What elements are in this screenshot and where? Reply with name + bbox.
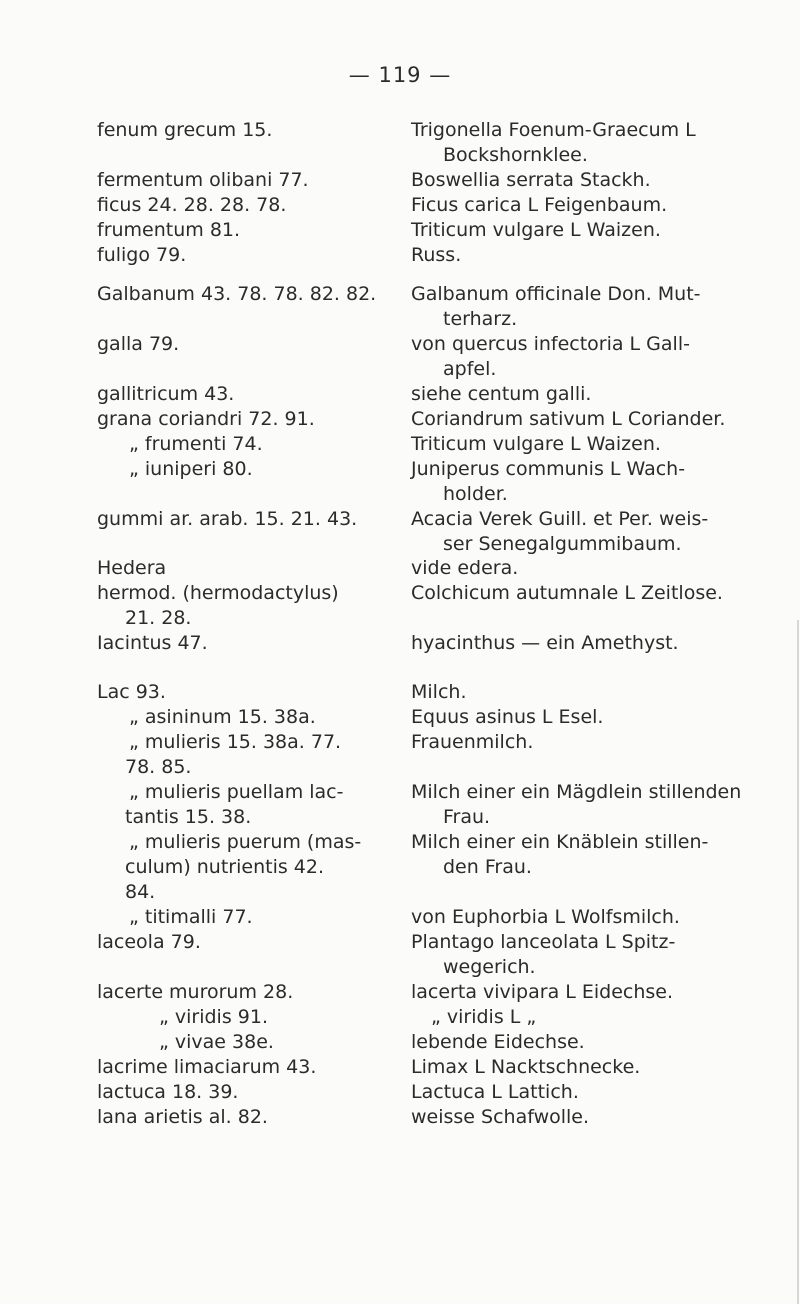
german-gloss-line: Juniperus communis L Wach- [411,458,686,480]
page-number: — 119 — [348,63,452,87]
page-edge-shadow [797,620,799,1304]
german-gloss-line: Frau. [443,806,491,829]
german-gloss [411,980,673,1005]
latin-term [97,282,376,307]
latin-term-line: „ mulieris 15. 38a. 77. [129,731,342,753]
latin-term-line: „ viridis 91. [159,1006,268,1028]
latin-term [97,1080,238,1105]
latin-term-line: „ vivae 38e. [159,1031,274,1053]
german-gloss [411,556,518,581]
german-gloss [411,930,675,980]
latin-term-line: Hedera [97,557,167,579]
latin-term [97,680,166,705]
latin-term-line: 21. 28. [125,607,192,630]
latin-term [97,780,343,830]
latin-term-line: Iacintus 47. [97,632,208,654]
german-gloss [411,905,680,930]
german-gloss-line: Galbanum officinale Don. Mut- [411,283,701,305]
german-gloss-line: siehe centum galli. [411,383,592,405]
latin-term [97,1105,268,1130]
german-gloss [411,581,723,606]
latin-term [97,332,179,357]
latin-term-line: tantis 15. 38. [125,806,252,829]
latin-term [97,432,263,457]
german-gloss-line: von quercus infectoria L Gall- [411,333,690,355]
german-gloss [411,730,533,755]
german-gloss [411,457,685,507]
latin-term [97,631,208,656]
german-gloss-line: Milch. [411,681,467,703]
latin-term [97,730,341,780]
latin-term [97,118,272,143]
german-gloss-line: Ficus carica L Feigenbaum. [411,194,668,216]
latin-term [97,243,186,268]
german-gloss-line: Boswellia serrata Stackh. [411,169,651,191]
german-gloss-line: Milch einer ein Knäblein stillen- [411,831,709,853]
german-gloss-line: wegerich. [443,956,536,979]
german-gloss-line: weisse Schafwolle. [411,1106,590,1128]
latin-term-line: lacrime limaciarum 43. [97,1056,317,1078]
german-gloss-line: apfel. [443,358,497,381]
german-gloss [411,1080,579,1105]
german-gloss [411,243,461,268]
german-gloss-line: den Frau. [443,856,532,879]
german-gloss-line: Triticum vulgare L Waizen. [411,433,661,455]
latin-term-line: frumentum 81. [97,219,241,241]
latin-term [97,556,166,581]
latin-term-line: fenum grecum 15. [97,119,273,141]
german-gloss-line: Bockshornklee. [443,144,588,167]
german-gloss [411,705,603,730]
german-gloss-line: lebende Eidechse. [411,1031,585,1053]
german-gloss [411,332,690,382]
latin-term-line: culum) nutrientis 42. [125,856,325,879]
german-gloss [411,1030,585,1055]
latin-term [97,407,315,432]
latin-term [97,1055,316,1080]
german-gloss [411,432,661,457]
german-gloss [411,507,708,557]
german-gloss-line: von Euphorbia L Wolfsmilch. [411,906,680,928]
german-gloss [411,218,661,243]
latin-term [97,1030,274,1055]
latin-term [97,507,357,532]
latin-term [97,218,240,243]
latin-term-line: hermod. (hermodactylus) [97,582,339,604]
latin-term-line: laceola 79. [97,931,201,953]
latin-term-line: „ iuniperi 80. [129,458,253,480]
german-gloss-line: Equus asinus L Esel. [411,706,604,728]
latin-term-line: lacerte murorum 28. [97,981,294,1003]
latin-term-line: gallitricum 43. [97,383,235,405]
german-gloss [411,830,708,880]
german-gloss-line: vide edera. [411,557,519,579]
latin-term-line: „ mulieris puellam lac- [129,781,344,803]
latin-term [97,830,361,906]
german-gloss [411,282,701,332]
german-gloss [411,1105,589,1130]
latin-term-line: lana arietis al. 82. [97,1106,268,1128]
latin-term [97,193,286,218]
german-gloss [411,193,667,218]
latin-term-line: grana coriandri 72. 91. [97,408,315,430]
german-gloss-line: Limax L Nacktschnecke. [411,1056,641,1078]
latin-term-line: „ mulieris puerum (mas- [129,831,362,853]
latin-term [97,382,234,407]
german-gloss [411,780,741,830]
latin-term [97,705,316,730]
latin-term-line: fermentum olibani 77. [97,169,309,191]
german-gloss-line: „ viridis L „ [431,1006,537,1028]
german-gloss-line: Trigonella Foenum-Graecum L [411,119,696,141]
latin-term-line: gummi ar. arab. 15. 21. 43. [97,508,358,530]
german-gloss-line: Acacia Verek Guill. et Per. weis- [411,508,709,530]
german-gloss [411,1005,536,1030]
german-gloss-line: Triticum vulgare L Waizen. [411,219,661,241]
german-gloss-line: Colchicum autumnale L Zeitlose. [411,582,723,604]
german-gloss [411,631,679,656]
latin-term-line: ficus 24. 28. 28. 78. [97,194,287,216]
german-gloss-line: Frauenmilch. [411,731,534,753]
latin-term [97,930,201,955]
latin-term-line: „ asininum 15. 38a. [129,706,316,728]
latin-term [97,581,339,631]
german-gloss-line: holder. [443,483,508,506]
german-gloss [411,680,466,705]
german-gloss-line: lacerta vivipara L Eidechse. [411,981,674,1003]
german-gloss [411,407,725,432]
latin-term [97,457,253,482]
latin-term [97,980,293,1005]
german-gloss [411,382,591,407]
latin-term-line: galla 79. [97,333,180,355]
latin-term-line: lactuca 18. 39. [97,1081,239,1103]
german-gloss-line: Coriandrum sativum L Coriander. [411,408,726,430]
german-gloss-line: hyacinthus — ein Amethyst. [411,632,679,654]
latin-term-line: 78. 85. [125,756,192,779]
german-gloss-line: Plantago lanceolata L Spitz- [411,931,676,953]
german-gloss-line: terharz. [443,308,518,331]
latin-term-line: Lac 93. [97,681,166,703]
latin-term-line: fuligo 79. [97,244,187,266]
german-gloss-line: Milch einer ein Mägdlein stillenden [411,781,742,803]
german-gloss [411,168,651,193]
latin-term-line: „ frumenti 74. [129,433,263,455]
german-gloss-line: Lactuca L Lattich. [411,1081,579,1103]
german-gloss-line: Russ. [411,244,462,266]
german-gloss [411,1055,640,1080]
latin-term-line: Galbanum 43. 78. 78. 82. 82. [97,283,377,305]
latin-term [97,168,309,193]
latin-term [97,905,253,930]
german-gloss-line: ser Senegalgummibaum. [443,533,682,556]
german-gloss [411,118,696,168]
latin-term [97,1005,268,1030]
latin-term-line: 84. [125,881,156,904]
latin-term-line: „ titimalli 77. [129,906,253,928]
